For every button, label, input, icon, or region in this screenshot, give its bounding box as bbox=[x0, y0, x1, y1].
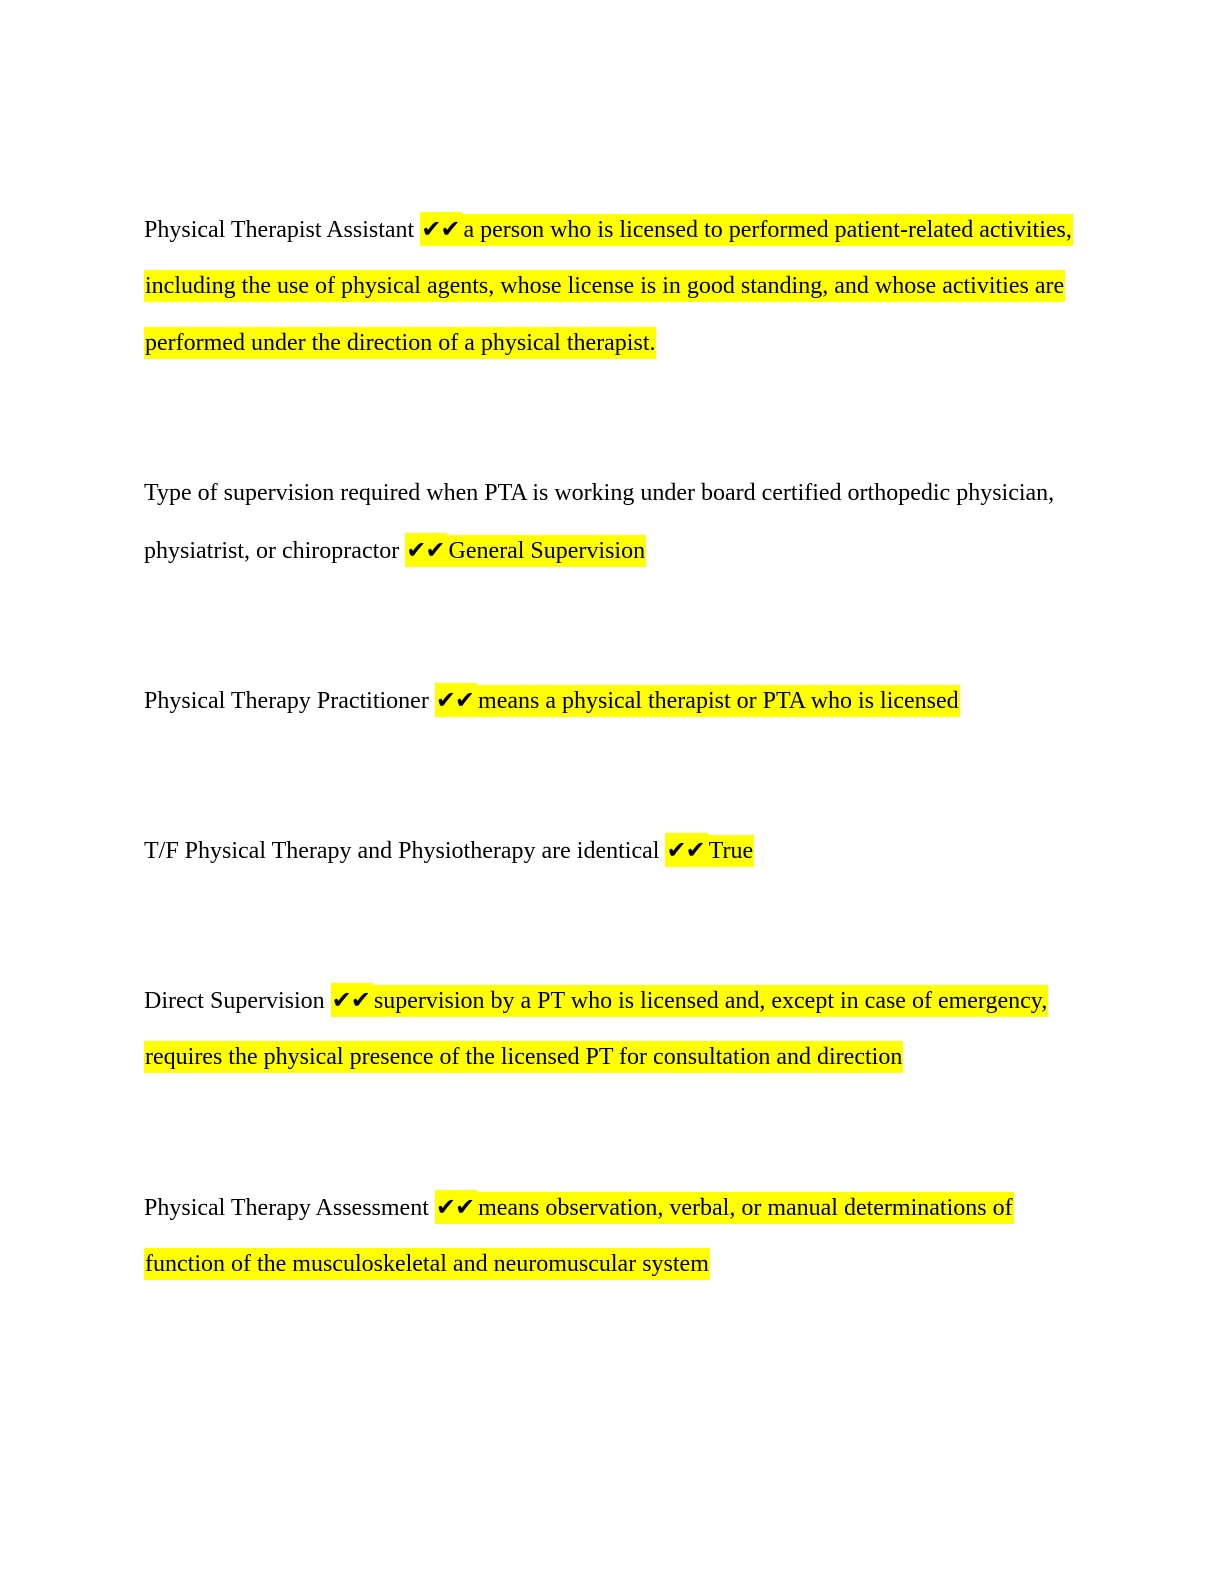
text-line bbox=[144, 972, 1080, 1029]
answer-highlight: including the use of physical agents, whose license is in good standing, and whose activities are bbox=[144, 270, 1065, 302]
checkmarks-icon: ✔✔ bbox=[665, 833, 707, 867]
answer-highlight: performed under the direction of a physical therapist. bbox=[144, 327, 656, 359]
checkmarks-icon: ✔✔ bbox=[435, 1190, 477, 1224]
text-line bbox=[144, 522, 1080, 579]
question-text: Direct Supervision bbox=[144, 988, 331, 1014]
answer-highlight: requires the physical presence of the licensed PT for consultation and direction bbox=[144, 1041, 903, 1073]
text-line bbox=[144, 315, 1080, 372]
text-line bbox=[144, 1029, 1080, 1086]
checkmarks-icon: ✔✔ bbox=[420, 212, 462, 246]
checkmarks-icon: ✔✔ bbox=[435, 683, 477, 717]
answer-highlight: means observation, verbal, or manual determinations of bbox=[477, 1192, 1014, 1224]
qa-blocks-container bbox=[144, 201, 1080, 1293]
question-text: T/F Physical Therapy and Physiotherapy are identical bbox=[144, 838, 666, 864]
question-text: Physical Therapy Assessment bbox=[144, 1195, 435, 1221]
text-line bbox=[144, 258, 1080, 315]
checkmarks-icon: ✔✔ bbox=[331, 983, 373, 1017]
question-text: physiatrist, or chiropractor bbox=[144, 538, 406, 564]
answer-highlight: General Supervision bbox=[447, 535, 646, 567]
text-line bbox=[144, 1179, 1080, 1236]
answer-highlight: supervision by a PT who is licensed and, except in case of emergency, bbox=[373, 985, 1048, 1017]
qa-block bbox=[144, 672, 1080, 729]
text-line bbox=[144, 822, 1080, 879]
qa-block bbox=[144, 201, 1080, 372]
question-text: Physical Therapist Assistant bbox=[144, 217, 421, 243]
qa-block bbox=[144, 1179, 1080, 1293]
text-line bbox=[144, 1236, 1080, 1293]
answer-highlight: function of the musculoskeletal and neuromuscular system bbox=[144, 1248, 710, 1280]
qa-block bbox=[144, 822, 1080, 879]
text-line bbox=[144, 672, 1080, 729]
question-text: Physical Therapy Practitioner bbox=[144, 688, 435, 714]
question-text: Type of supervision required when PTA is working under board certified orthopedic physician, bbox=[144, 480, 1055, 506]
checkmarks-icon: ✔✔ bbox=[405, 533, 447, 567]
text-line bbox=[144, 465, 1080, 522]
qa-block bbox=[144, 972, 1080, 1086]
answer-highlight: a person who is licensed to performed patient-related activities, bbox=[462, 214, 1072, 246]
qa-block bbox=[144, 465, 1080, 579]
answer-highlight: means a physical therapist or PTA who is licensed bbox=[477, 685, 960, 717]
answer-highlight: True bbox=[708, 835, 754, 867]
text-line bbox=[144, 201, 1080, 258]
